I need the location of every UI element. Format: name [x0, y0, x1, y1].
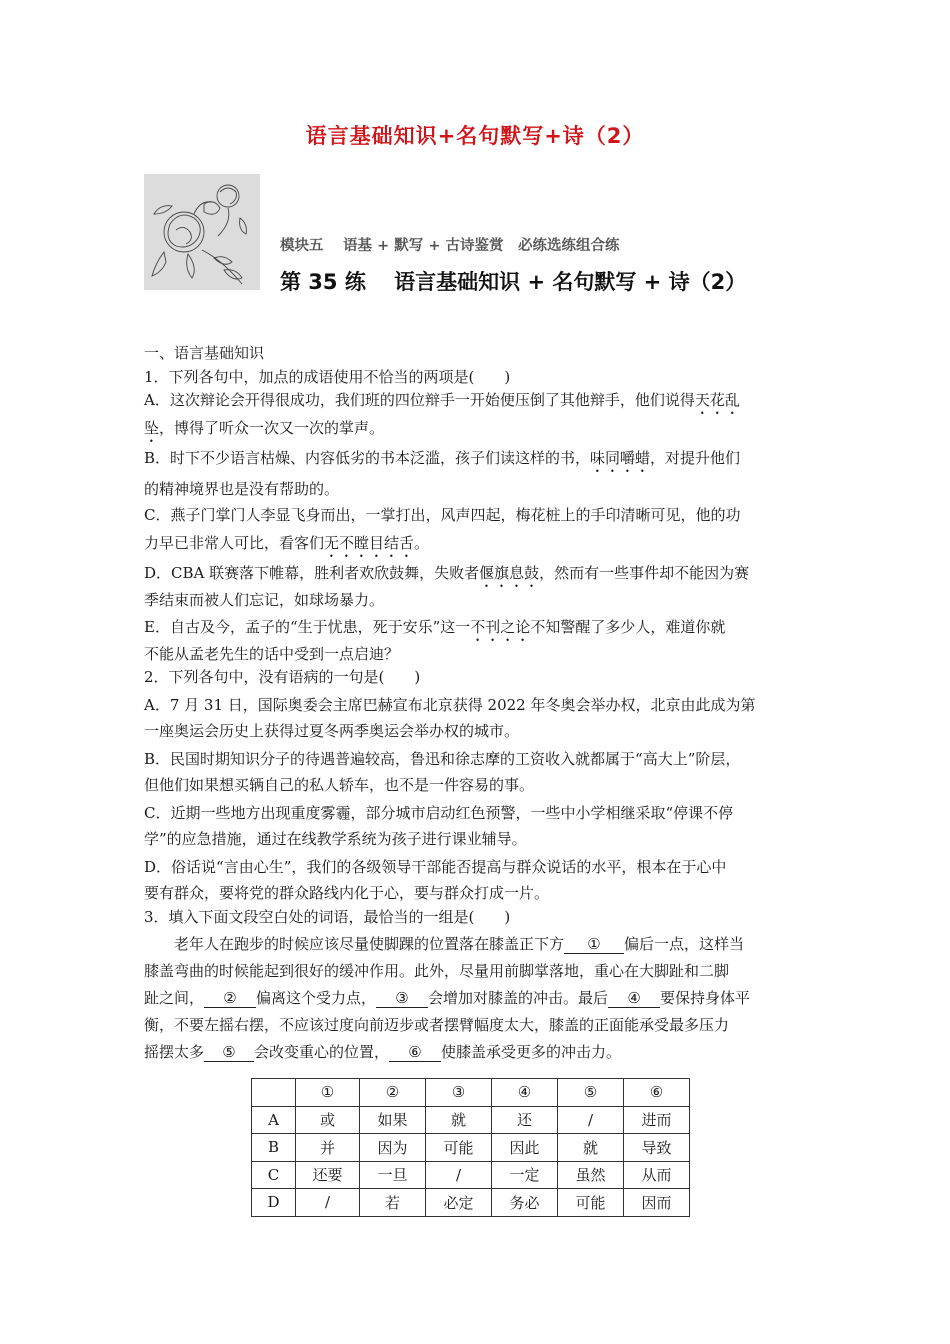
text: 会改变重心的位置， — [254, 1043, 390, 1061]
text: B．时下不少语言枯燥、内容低劣的书本泛滥，孩子们读这样的书， — [144, 449, 591, 467]
table-cell: C — [252, 1161, 296, 1189]
q1-option-e-line1 — [144, 612, 812, 643]
table-row — [252, 1161, 690, 1189]
answer-options-table — [251, 1078, 690, 1217]
text: ，然而有一些事件却不能因为赛 — [539, 564, 750, 582]
peony-illustration — [144, 174, 260, 290]
table-cell: 因为 — [360, 1134, 426, 1162]
blank-1: ① — [564, 936, 624, 954]
table-cell: 就 — [558, 1134, 624, 1162]
text: 老年人在跑步的时候应该尽量使脚踝的位置落在膝盖正下方 — [174, 935, 565, 953]
text: E．自古及今，孟子的“生于忧患，死于安乐”这一 — [144, 618, 471, 636]
lesson-title: 第 35 练 语言基础知识 + 名句默写 + 诗（2） — [280, 270, 747, 294]
text: D．CBA 联赛落下帷幕，胜利者欢欣鼓舞，失败者 — [144, 564, 480, 582]
q3-passage-line2: 膝盖弯曲的时候能起到很好的缓冲作用。此外，尽量用前脚掌落地，重心在大脚趾和二脚 — [144, 961, 730, 980]
table-header-row — [252, 1079, 690, 1107]
text: 趾之间， — [144, 989, 205, 1007]
table-cell: 虽然 — [558, 1161, 624, 1189]
text: ，博得了听众一次又一次的掌声。 — [159, 418, 385, 437]
module-subtitle: 模块五 语基 + 默写 + 古诗鉴赏 必练选练组合练 — [280, 238, 620, 254]
table-cell — [252, 1079, 296, 1107]
q1-option-c-line2 — [144, 528, 812, 559]
table-cell: 进而 — [624, 1106, 690, 1134]
q2-option-d-line2: 要有群众，要将党的群众路线内化于心，要与群众打成一片。 — [144, 884, 550, 902]
q2-option-c-line2: 学”的应急措施，通过在线教学系统为孩子进行课业辅导。 — [144, 830, 527, 848]
q1-option-d-line2: 季结束而被人们忘记，如球场暴力。 — [144, 590, 385, 609]
q3-passage-line4: 衡，不要左摇右摆，不应该过度向前迈步或者摆臂幅度太大，膝盖的正面能承受最多压力 — [144, 1015, 730, 1034]
q2-option-a-line2: 一座奥运会历史上获得过夏冬两季奥运会举办权的城市。 — [144, 722, 520, 740]
q3-passage-line3 — [144, 983, 812, 1014]
q2-option-c-line1: C．近期一些地方出现重度雾霾，部分城市启动红色预警，一些中小学相继采取“停课不停 — [144, 803, 734, 822]
table-cell: 必定 — [426, 1189, 492, 1217]
text: 力早已非常人可比，看客们 — [144, 533, 325, 552]
q1-option-e-line2: 不能从孟老先生的话中受到一点启迪？ — [144, 644, 400, 663]
text: 偏后一点，这样当 — [624, 935, 745, 953]
table-cell: / — [558, 1106, 624, 1134]
peony-icon — [144, 174, 260, 290]
table-cell: A — [252, 1106, 296, 1134]
q1-option-d-line1 — [144, 558, 812, 589]
dotted-idiom: 偃旗息鼓 — [479, 564, 540, 582]
table-cell: 可能 — [558, 1189, 624, 1217]
table-cell: 并 — [296, 1134, 360, 1162]
table-row — [252, 1189, 690, 1217]
table-cell: 一旦 — [360, 1161, 426, 1189]
table-cell: 可能 — [426, 1134, 492, 1162]
table-cell: 就 — [426, 1106, 492, 1134]
table-cell: ① — [296, 1079, 360, 1107]
table-cell: B — [252, 1134, 296, 1162]
table-cell: 因此 — [492, 1134, 558, 1162]
blank-2: ② — [204, 990, 256, 1008]
table-cell: / — [426, 1161, 492, 1189]
text: 偏离这个受力点， — [256, 989, 377, 1007]
table-cell: 一定 — [492, 1161, 558, 1189]
blank-6: ⑥ — [389, 1044, 441, 1062]
table-cell: 还要 — [296, 1161, 360, 1189]
dotted-idiom: 味同嚼蜡 — [590, 449, 651, 467]
table-cell: D — [252, 1189, 296, 1217]
q1-option-c-line1: C．燕子门掌门人李显飞身而出，一掌打出，风声四起，梅花桩上的手印清晰可见，他的功 — [144, 506, 741, 524]
dotted-idiom: 无不瞠目结舌 — [324, 533, 415, 552]
table-cell: 若 — [360, 1189, 426, 1217]
q1-option-b-line2: 的精神境界也是没有帮助的。 — [144, 479, 340, 498]
table-cell: 或 — [296, 1106, 360, 1134]
section-heading: 一、语言基础知识 — [144, 344, 265, 362]
table-cell: 如果 — [360, 1106, 426, 1134]
dotted-idiom: 不刊之论 — [470, 618, 531, 636]
table-cell: ② — [360, 1079, 426, 1107]
blank-3: ③ — [376, 990, 428, 1008]
text: 使膝盖承受更多的冲击力。 — [441, 1043, 622, 1061]
table-row — [252, 1106, 690, 1134]
table-cell: 从而 — [624, 1161, 690, 1189]
document-body — [144, 342, 812, 1068]
q2-option-b-line2: 但他们如果想买辆自己的私人轿车，也不是一件容易的事。 — [144, 776, 535, 794]
q3-passage-line5 — [144, 1037, 812, 1068]
text: A．这次辩论会开得很成功，我们班的四位辩手一开始便压倒了其他辩手，他们说得 — [144, 391, 695, 409]
table-cell: 务必 — [492, 1189, 558, 1217]
table-cell: 导致 — [624, 1134, 690, 1162]
question-3-stem: 3．填入下面文段空白处的词语，最恰当的一组是( ) — [144, 907, 511, 926]
q1-option-b-line1 — [144, 443, 812, 474]
q3-passage-line1 — [144, 929, 812, 960]
table-cell: / — [296, 1189, 360, 1217]
blank-5: ⑤ — [204, 1044, 254, 1062]
table-cell: ⑥ — [624, 1079, 690, 1107]
dotted-idiom: 坠 — [144, 418, 160, 437]
q2-option-d-line1: D．俗话说“言由心生”，我们的各级领导干部能否提高与群众说话的水平，根本在于心中 — [144, 857, 727, 876]
text: 会增加对膝盖的冲击。最后 — [428, 989, 609, 1007]
table-cell: ③ — [426, 1079, 492, 1107]
text: 。 — [414, 533, 430, 552]
q1-option-a-line1 — [144, 389, 812, 413]
question-1-stem: 1．下列各句中，加点的成语使用不恰当的两项是( ) — [144, 367, 511, 386]
page-title: 语言基础知识+名句默写+诗（2） — [305, 124, 645, 148]
table-cell: 因而 — [624, 1189, 690, 1217]
text: 要保持身体平 — [660, 989, 751, 1007]
table-cell: ④ — [492, 1079, 558, 1107]
q2-option-a-line1: A．7 月 31 日，国际奥委会主席巴赫宣布北京获得 2022 年冬奥会举办权，北京由此成为第 — [144, 695, 756, 714]
table-cell: 还 — [492, 1106, 558, 1134]
q1-option-a-line2 — [144, 413, 812, 444]
text: 不知警醒了多少人，难道你就 — [530, 618, 726, 636]
dotted-idiom: 天花乱 — [694, 391, 740, 409]
blank-4: ④ — [608, 990, 660, 1008]
table-cell: ⑤ — [558, 1079, 624, 1107]
q2-option-b-line1: B．民国时期知识分子的待遇普遍较高，鲁迅和徐志摩的工资收入就都属于“高大上”阶层， — [144, 749, 741, 768]
text: ，对提升他们 — [650, 449, 741, 467]
text: 摇摆太多 — [144, 1043, 205, 1061]
table-row — [252, 1134, 690, 1162]
question-2-stem: 2．下列各句中，没有语病的一句是( ) — [144, 668, 421, 686]
